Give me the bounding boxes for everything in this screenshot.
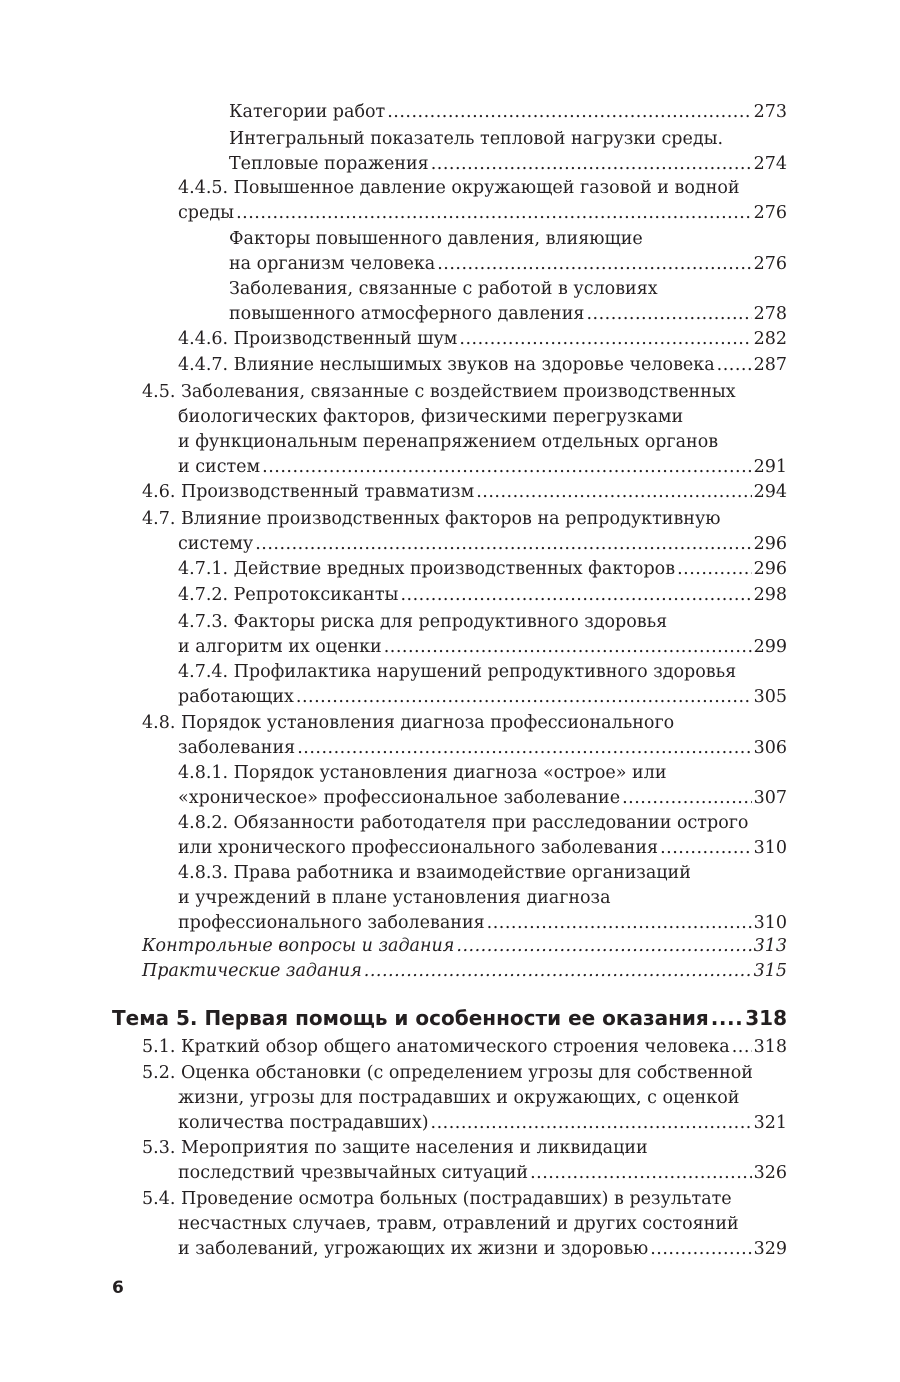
- toc-entry-page: 305: [753, 687, 787, 707]
- toc-entry-title: и функциональным перенапряжением отдельных органов: [178, 432, 719, 452]
- toc-entry-title: 4.8.3. Права работника и взаимодействие организаций: [178, 863, 691, 883]
- dot-leader: [387, 100, 751, 124]
- toc-entry-title: «хроническое» профессиональное заболевание: [178, 788, 621, 808]
- toc-entry-page: 310: [753, 913, 787, 933]
- dot-leader: [622, 786, 752, 810]
- toc-entry-title: на организм человека: [229, 254, 436, 274]
- toc-entry-title: Тепловые поражения: [229, 154, 429, 174]
- toc-entry-page: 315: [753, 961, 787, 981]
- toc-entry-title: количества пострадавших): [178, 1113, 429, 1133]
- toc-entry-page: 287: [753, 355, 787, 375]
- toc-entry-title: Категории работ: [229, 102, 386, 122]
- toc-entry-title: несчастных случаев, травм, отравлений и других состояний: [178, 1214, 739, 1234]
- toc-entry-title: 4.5. Заболевания, связанные с воздействием производственных: [142, 382, 736, 402]
- dot-leader: [400, 583, 751, 607]
- dot-leader: [297, 736, 751, 760]
- toc-entry-title: заболевания: [178, 738, 296, 758]
- toc-entry-title: Факторы повышенного давления, влияющие: [229, 229, 643, 249]
- toc-entry-title: 4.6. Производственный травматизм: [142, 482, 475, 502]
- dot-leader: [650, 1237, 751, 1261]
- dot-leader: [255, 532, 751, 556]
- toc-entry-page: 306: [753, 738, 787, 758]
- toc-entry-page: 296: [753, 559, 787, 579]
- toc-entry-title: 4.7.3. Факторы риска для репродуктивного здоровья: [178, 612, 668, 632]
- toc-entry-page: 298: [753, 585, 787, 605]
- toc-entry-title: Тема 5. Первая помощь и особенности ее оказания: [112, 1006, 709, 1030]
- toc-entry-title: среды: [178, 203, 235, 223]
- toc-entry-title: и заболеваний, угрожающих их жизни и здоровью: [178, 1239, 649, 1259]
- dot-leader: [476, 480, 751, 504]
- toc-entry-title: 4.4.7. Влияние неслышимых звуков на здоровье человека: [178, 355, 715, 375]
- dot-leader: [660, 836, 752, 860]
- dot-leader: [677, 557, 752, 581]
- toc-entry-title: 4.8.1. Порядок установления диагноза «острое» или: [178, 763, 667, 783]
- toc-entry-title: 5.4. Проведение осмотра больных (пострадавших) в результате: [142, 1189, 732, 1209]
- dot-leader: [296, 685, 752, 709]
- toc-entry-title: или хронического профессионального заболевания: [178, 838, 659, 858]
- toc-entry-page: 321: [753, 1113, 787, 1133]
- dot-leader: [586, 302, 751, 326]
- dot-leader: [717, 353, 752, 377]
- toc-entry-title: жизни, угрозы для пострадавших и окружающих, с оценкой: [178, 1088, 740, 1108]
- page-number: 6: [112, 1278, 124, 1298]
- toc-entry-page: 313: [753, 936, 787, 956]
- toc-entry-title: 4.4.6. Производственный шум: [178, 329, 458, 349]
- toc-entry-title: Интегральный показатель тепловой нагрузки среды.: [229, 129, 724, 149]
- toc-entry-page: 282: [753, 329, 787, 349]
- toc-entry-page: 318: [753, 1037, 787, 1057]
- toc-entry-title: 4.7.1. Действие вредных производственных факторов: [178, 559, 676, 579]
- toc-entry-page: 274: [753, 154, 787, 174]
- toc-entry-title: и учреждений в плане установления диагноза: [178, 888, 611, 908]
- toc-entry-title: Контрольные вопросы и задания: [142, 936, 455, 956]
- toc-entry-title: 4.4.5. Повышенное давление окружающей газовой и водной: [178, 178, 740, 198]
- toc-entry-title: 5.1. Краткий обзор общего анатомического строения человека: [142, 1037, 730, 1057]
- toc-entry-title: 4.7.2. Репротоксиканты: [178, 585, 399, 605]
- toc-entry-title: Практические задания: [142, 961, 362, 981]
- toc-entry-title: работающих: [178, 687, 294, 707]
- toc-entry-title: 4.7. Влияние производственных факторов на репродуктивную: [142, 509, 721, 529]
- toc-entry-page: 278: [753, 304, 787, 324]
- toc-entry-title: систему: [178, 534, 254, 554]
- dot-leader: [262, 455, 751, 479]
- toc-entry-title: профессионального заболевания: [178, 913, 485, 933]
- dot-leader: [431, 152, 752, 176]
- toc-entry-page: 273: [753, 102, 787, 122]
- toc-entry-title: и систем: [178, 457, 261, 477]
- dot-leader: [487, 911, 752, 935]
- toc-entry-title: 4.8.2. Обязанности работодателя при расследовании острого: [178, 813, 749, 833]
- toc-entry-title: 4.8. Порядок установления диагноза профессионального: [142, 713, 675, 733]
- toc-entry-title: 5.3. Мероприятия по защите населения и ликвидации: [142, 1138, 648, 1158]
- toc-entry-title: биологических факторов, физическими перегрузками: [178, 407, 684, 427]
- toc-entry-title: последствий чрезвычайных ситуаций: [178, 1163, 529, 1183]
- toc-entry-page: 329: [753, 1239, 787, 1259]
- dot-leader: [456, 934, 751, 958]
- toc-entry-page: 296: [753, 534, 787, 554]
- toc-entry-title: 5.2. Оценка обстановки (с определением угрозы для собственной: [142, 1063, 753, 1083]
- dot-leader: [364, 959, 752, 983]
- toc-entry-title: и алгоритм их оценки: [178, 637, 382, 657]
- toc-entry-page: 294: [753, 482, 787, 502]
- toc-entry-page: 276: [753, 203, 787, 223]
- toc-entry-page: 307: [753, 788, 787, 808]
- toc-entry-title: 4.7.4. Профилактика нарушений репродуктивного здоровья: [178, 662, 737, 682]
- toc-entry-page: 318: [745, 1006, 787, 1030]
- dot-leader: [384, 635, 752, 659]
- dot-leader: [732, 1035, 752, 1059]
- dot-leader: [711, 1006, 743, 1030]
- toc-entry-title: повышенного атмосферного давления: [229, 304, 585, 324]
- dot-leader: [437, 252, 751, 276]
- dot-leader: [530, 1161, 752, 1185]
- toc-entry-title: Заболевания, связанные с работой в условиях: [229, 279, 658, 299]
- toc-entry-page: 310: [753, 838, 787, 858]
- toc-entry-page: 299: [753, 637, 787, 657]
- toc-entry-page: 326: [753, 1163, 787, 1183]
- dot-leader: [459, 327, 751, 351]
- dot-leader: [236, 201, 752, 225]
- dot-leader: [431, 1111, 752, 1135]
- toc-entry-page: 291: [753, 457, 787, 477]
- toc-entry-page: 276: [753, 254, 787, 274]
